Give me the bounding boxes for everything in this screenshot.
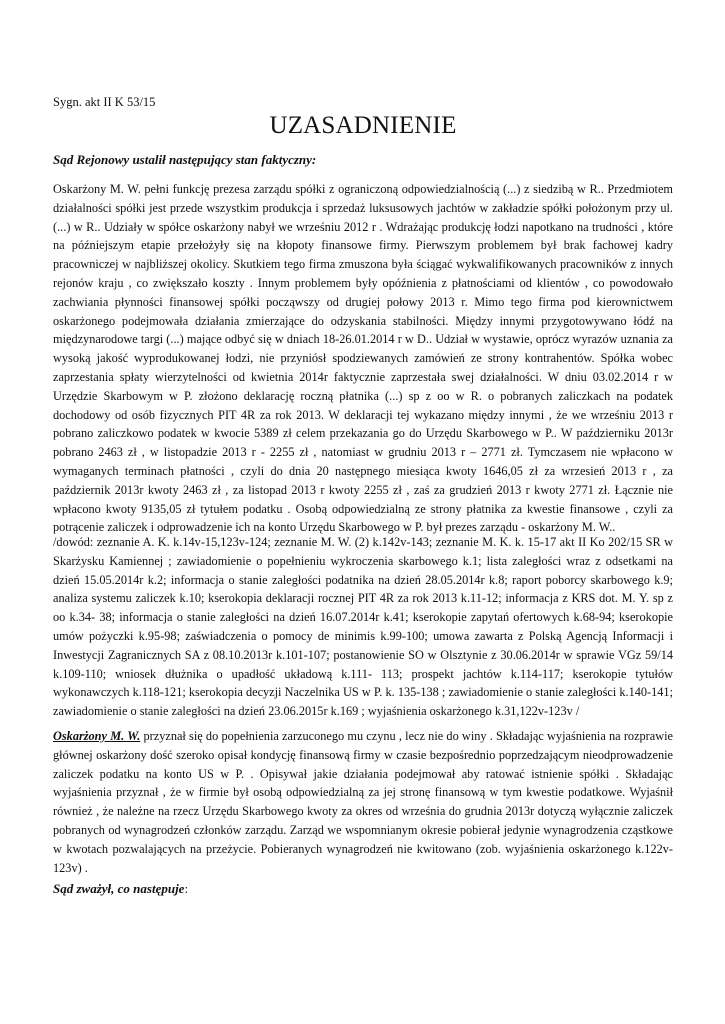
defendant-name: Oskarżony M. W. xyxy=(53,729,141,743)
case-signature: Sygn. akt II K 53/15 xyxy=(53,95,156,109)
court-heading-text: Sąd zważył, co następuje xyxy=(53,881,185,896)
document-title: UZASADNIENIE xyxy=(269,112,457,139)
facts-paragraph: Oskarżony M. W. pełni funkcję prezesa zarządu spółki z ograniczoną odpowiedzialnością (...) z siedzibą w R.. Przedmiotem działalności spółki jest przede wszystkim produkcja i sprzedaż luksusowych jachtów w zakładzie spółki położonym przy ul. (...) w R.. Udziały w spółce oskarżony nabył we wrześniu 2012 r . Wdrażając produkcję łodzi napotkano na trudności , które na późniejszym etapie przełożyły się na kłopoty finansowe firmy. Pierwszym problemem był brak fachowej kadry pracowniczej w najbliższej okolicy. Skutkiem tego firma zmuszona była ściągać wykwalifikowanych pracowników z innych rejonów kraju , co zwiększało koszty . Innym problemem były opóźnienia z płatnościami od klientów , co powodowało zachwiania płynności finansowej spółki począwszy od drugiej połowy 2013 r. Mimo tego firma pod kierownictwem oskarżonego podejmowała działania zmierzające do odzyskania stabilności. Między innymi przygotowywano łódź na międzynarodowe targi (...) mające odbyć się w dniach 18-26.01.2014 r w D.. Udział w wystawie, oprócz wyrazów uznania za wysoką jakość wyprodukowanej łodzi, nie przyniósł spodziewanych zamówień ze strony kontrahentów. Spółka wobec zaprzestania spłaty wierzytelności od kwietnia 2014r faktycznie zaprzestała swej działalności. W dniu 03.02.2014 r w Urzędzie Skarbowym w P. złożono deklarację roczną płatnika (...) sp z oo w R. o pobranych zaliczkach na podatek dochodowy od osób fizycznych PIT 4R za rok 2013. W deklaracji tej wykazano między innymi , że we wrześniu 2013 r pobrano zaliczkowo podatek w kwocie 5389 zł celem przekazania go do Urzędu Skarbowego w P.. W październiku 2013r pobrano 2463 zł , w listopadzie 2013 r - 2255 zł , natomiast w grudniu 2013 r – 2771 zł. Tymczasem nie wpłacono w wymaganych terminach płatności , czyli do dnia 20 następnego miesiąca kwoty 1646,05 zł za wrzesień 2013 r , za październik 2013r kwoty 2463 zł , za listopad 2013 r kwoty 2255 zł , zaś za grudzień 2013 r kwoty 2771 zł. Łącznie nie wpłacono kwoty 9135,05 zł tytułem podatku . Osobą odpowiedzialną ze strony płatnika za kwestie finansowe , czyli za potrącenie zaliczek i odprowadzenie ich na konto Urzędu Skarbowego w P. był prezes zarządu - oskarżony M. W.. xyxy=(53,182,673,535)
court-heading-colon: : xyxy=(184,881,189,896)
evidence-paragraph: /dowód: zeznanie A. K. k.14v-15,123v-124; zeznanie M. W. (2) k.142v-143; zeznanie M. K. k. 15-17 akt II Ko 202/15 SR w Skarżysku Kamiennej ; zawiadomienie o popełnieniu wykroczenia skarbowego k.1; lista zaległości wraz z odsetkami na dzień 15.05.2014r k.2; informacja o stanie zaległości podatnika na dzień 28.05.2014r k.8; raport poborcy skarbowego k.9; analiza systemu zaliczek k.10; kserokopia deklaracji rocznej PIT 4R za rok 2013 k.11-12; informacja z KRS dot. M. Y. sp z oo k.34- 38; informacja o stanie zaległości na dzień 16.07.2014r k.41; kserokopie zapytań ofertowych k.68-94; kserokopie umów pożyczki k.95-98; zaświadczenia o pomocy de minimis k.99-100; umowa zawarta z Polską Agencją Informacji i Inwestycji Zagranicznych SA z 08.10.2013r k.101-107; postanowienie SO w Olsztynie z 30.06.2014r w sprawie VGz 59/14 k.109-110; wniosek dłużnika o upadłość układową k.111- 113; prospekt jachtów k.114-117; kserokopie tytułów wykonawczych k.118-121; kserokopia decyzji Naczelnika US w P. k. 135-138 ; zawiadomienie o stanie zaległości k.140-141; zawiadomienie o stanie zaległości na dzień 23.06.2015r k.169 ; wyjaśnienia oskarżonego k.31,122v-123v / xyxy=(53,535,673,719)
defendant-paragraph xyxy=(53,727,673,877)
court-heading xyxy=(53,881,188,897)
defendant-paragraph-text: przyznał się do popełnienia zarzuconego mu czynu , lecz nie do winy . Składając wyjaśnienia na rozprawie głównej oskarżony dość szeroko opisał kondycję finansową firmy w czasie bezpośrednio poprzedzającym nieodprowadzenie zaliczek podatku na konto US w P. . Opisywał jakie działania podejmował aby ratować istnienie spółki . Składając wyjaśnienia przyznał , że w firmie był osobą odpowiedzialną za jej stronę finansową w tym kwestie podatkowe. Wyjaśnił również , że należne na rzecz Urzędu Skarbowego kwoty za okres od września do grudnia 2013r dotyczą wyłącznie zaliczek pobranych od wynagrodzeń członków zarządu. Zarząd we wspomnianym okresie pobierał jedynie wynagrodzenia cząstkowe w kwotach pozwalających na przeżycie. Pobieranych wynagrodzeń nie kwitowano (zob. wyjaśnienia oskarżonego k.122v-123v) . xyxy=(53,729,673,875)
facts-heading: Sąd Rejonowy ustalił następujący stan faktyczny: xyxy=(53,152,317,167)
